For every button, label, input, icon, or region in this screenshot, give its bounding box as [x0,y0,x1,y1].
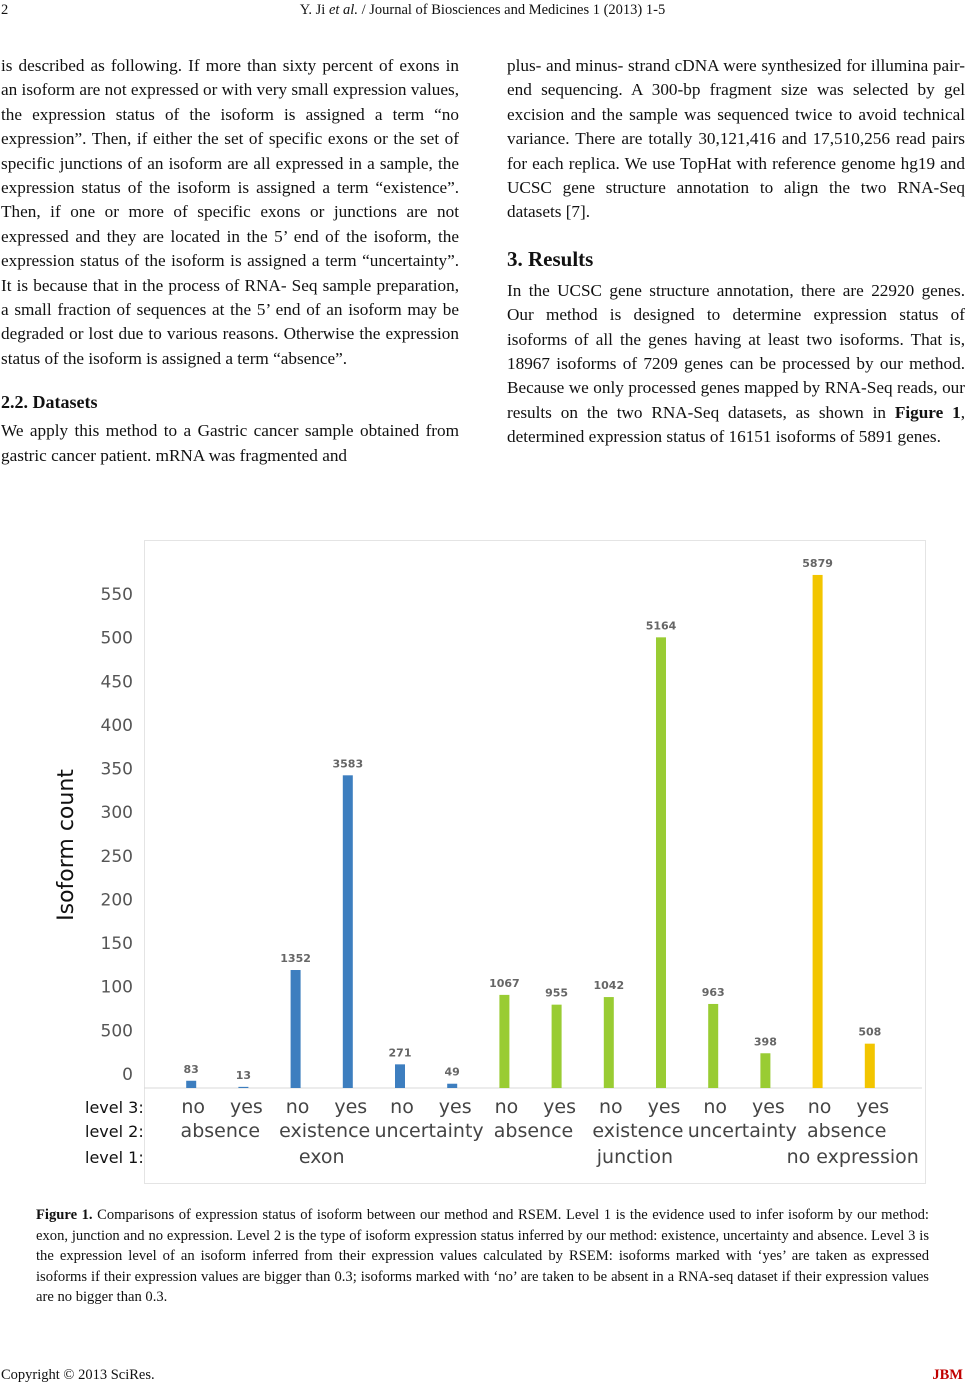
bar-9 [604,997,614,1088]
data-label-7: 1067 [489,976,520,990]
journal-abbreviation: JBM [932,1367,963,1383]
y-tick-label: 400 [100,715,133,736]
level3-label: no [807,1096,832,1118]
data-label-14: 508 [858,1025,882,1039]
level3-label: yes [647,1096,681,1118]
bar-11 [708,1004,718,1088]
level1-label: no expression [786,1146,919,1168]
level3-label: yes [751,1096,785,1118]
y-tick-label: 350 [100,759,133,780]
data-label-3: 1352 [280,952,311,966]
data-label-1: 83 [183,1062,199,1076]
level1-label: exon [298,1146,345,1168]
data-label-2: 13 [235,1068,252,1082]
bar-7 [499,995,509,1088]
level2-label: existence [592,1120,684,1142]
section-heading-datasets: 2.2. Datasets [1,392,98,413]
paragraph: is described as following. If more than sixty percent of exons in an isoform are not expressed or with very small expression values, the expression status of the isoform is assigned a term “no expression”. Then, if either the set of specific exons or the set of specific junctions of an isoform are all expressed in a sample, the expression status of the isoform is assigned a term “existence”. Then, if one or more of specific exons or junctions are not expressed and they are located in the 5’ end of the isoform, the expression status of the isoform is assigned a term “uncertainty”. It is because that in the process of RNA- Seq sample preparation, a small fraction of sequences at the 5’ end of an isoform may be degraded or lost due to various reasons. Otherwise the expression status of the isoform is assigned a term “absence”. [1,56,459,368]
y-tick-label: 250 [100,846,133,867]
figure-reference[interactable]: Figure 1 [894,402,961,422]
data-label-8: 955 [545,986,569,1000]
level1-label: junction [596,1146,674,1168]
bar-1 [186,1081,196,1088]
y-tick-label: 100 [100,977,133,998]
data-label-4: 3583 [332,757,364,771]
level2-label: absence [180,1120,261,1142]
y-tick-label: 450 [100,672,133,693]
y-tick-label: 500 [100,1021,133,1042]
level3-label: yes [856,1096,890,1118]
bar-2 [238,1087,248,1088]
level3-label: yes [543,1096,577,1118]
data-label-10: 5164 [645,619,677,633]
bar-4 [343,775,353,1088]
page-header [0,2,965,22]
level-label-2: level 2: [85,1122,144,1141]
data-label-5: 271 [388,1046,412,1060]
paragraph: We apply this method to a Gastric cancer sample obtained from gastric cancer patient. mRNA was fragmented and [1,421,459,465]
y-tick-label: 150 [100,934,133,955]
right-column [507,54,965,450]
level2-label: uncertainty [374,1120,484,1142]
bar-10 [656,637,666,1088]
data-label-11: 963 [701,985,725,999]
level-label-3: level 3: [85,1098,144,1117]
level3-label: no [494,1096,519,1118]
level3-label: no [390,1096,414,1118]
y-tick-label: 300 [100,803,133,824]
level3-label: no [285,1096,310,1118]
data-label-9: 1042 [593,979,625,993]
level3-label: no [181,1096,206,1118]
y-tick-label: 0 [122,1065,133,1085]
bar-5 [395,1064,405,1088]
bar-12 [760,1053,770,1088]
data-label-6: 49 [444,1065,460,1079]
level3-label: no [703,1096,728,1118]
bar-chart [0,540,965,1190]
bar-14 [865,1044,875,1088]
paragraph: plus- and minus- strand cDNA were synthesized for illumina pair-end sequencing. A 300-bp fragment size was selected by gel excision and the sample was sequenced twice to avoid technical variance. There are totally 30,121,416 and 17,510,256 read pairs for each replica. We use TopHat with reference genome hg19 and UCSC gene structure annotation to align the two RNA-Seq datasets [7]. [507,56,965,222]
y-tick-label: 500 [100,628,133,649]
level-label-1: level 1: [85,1148,144,1167]
paragraph: In the UCSC gene structure annotation, there are 22920 genes. Our method is designed to determine expression status of isoforms of all the genes having at least two isoforms. That is, 18967 isoforms of 7209 genes can be processed by our method. Because we only processed genes mapped by RNA-Seq reads, our results on the two RNA-Seq datasets, as shown in Figure 1, determined expression status of 16151 isoforms of 5891 genes. [507,280,965,447]
left-column [1,54,459,468]
level3-label: no [598,1096,623,1118]
section-heading-results: 3. Results [507,246,594,271]
level2-label: existence [279,1120,371,1142]
figure-caption: Figure 1. Comparisons of expression status of isoform between our method and RSEM. Level 1 is the evidence used to infer isoform by our method: exon, junction and no expression. Level 2 is the type of isoform expression status inferred by our method: existence, uncertainty and absence. Level 3 is the expression level of an isoform inferred from their expression values calculated by RSEM: isoforms marked with ‘yes’ are taken as expressed isoforms if their expression values are bigger than 0.3; isoforms marked with ‘no’ are taken to be absent in a RNA-seq dataset if their expression values are no bigger than 0.3. [36,1207,929,1306]
page-number: 2 [1,2,9,18]
level3-label: yes [229,1096,263,1118]
level3-label: yes [334,1096,368,1118]
bar-6 [447,1084,457,1088]
data-label-13: 5879 [802,556,833,570]
y-axis-label: Isoform count [54,769,79,921]
y-tick-label: 200 [100,890,133,911]
running-head: Y. Ji et al. / Journal of Biosciences and Medicines 1 (2013) 1-5 [299,2,666,18]
level2-label: absence [806,1120,887,1142]
level2-label: absence [493,1120,574,1142]
bar-13 [813,575,823,1088]
y-tick-label: 550 [100,585,133,606]
level3-label: yes [438,1096,472,1118]
bar-8 [552,1005,562,1088]
data-label-12: 398 [753,1035,777,1049]
level2-label: uncertainty [687,1120,797,1142]
copyright: Copyright © 2013 SciRes. [1,1367,155,1383]
bar-3 [291,970,301,1088]
